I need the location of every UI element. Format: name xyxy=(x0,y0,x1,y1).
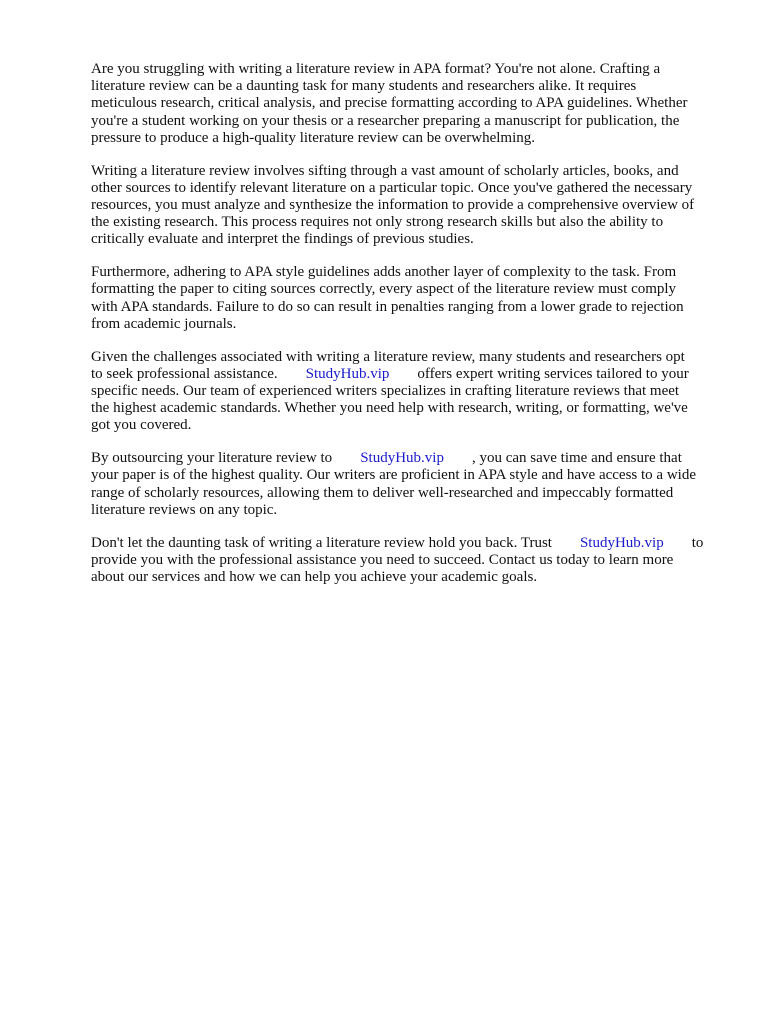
text-line: your paper is of the highest quality. Our writers are proficient in APA style and have access to a wide xyxy=(91,467,696,484)
text-line: Are you struggling with writing a literature review in APA format? You're not alone. Crafting a xyxy=(91,61,661,77)
text-fragment: to seek professional assistance. xyxy=(91,365,278,382)
text-line: resources, you must analyze and synthesize the information to provide a comprehensive overview of xyxy=(91,197,695,214)
text-line: formatting the paper to citing sources correctly, every aspect of the literature review must comply xyxy=(91,281,677,298)
text-line: provide you with the professional assistance you need to succeed. Contact us today to learn more xyxy=(91,551,674,568)
text-fragment: , you can save time and ensure that xyxy=(471,450,682,467)
text-line: specific needs. Our team of experienced writers specializes in crafting literature reviews that meet xyxy=(91,383,680,400)
studyhub-link[interactable]: StudyHub.vip xyxy=(579,534,664,551)
text-line: with APA standards. Failure to do so can result in penalties ranging from a lower grade to rejection xyxy=(91,298,684,315)
text-line xyxy=(91,535,727,552)
text-line: pressure to produce a high-quality literature review can be overwhelming. xyxy=(91,129,536,146)
text-line: critically evaluate and interpret the findings of previous studies. xyxy=(91,231,474,248)
text-fragment: offers expert writing services tailored to your xyxy=(417,365,689,382)
text-line xyxy=(91,450,727,467)
text-line: meticulous research, critical analysis, and precise formatting according to APA guidelines. Whether xyxy=(91,95,688,112)
text-fragment: to xyxy=(691,534,704,551)
text-fragment: Don't let the daunting task of writing a literature review hold you back. Trust xyxy=(91,534,552,551)
studyhub-link[interactable]: StudyHub.vip xyxy=(360,450,444,467)
studyhub-link[interactable]: StudyHub.vip xyxy=(305,365,390,382)
paragraph-intro xyxy=(91,61,727,147)
paragraph-closing xyxy=(91,535,727,587)
text-line: Furthermore, adhering to APA style guidelines adds another layer of complexity to the task. From xyxy=(91,264,677,281)
text-line: the highest academic standards. Whether you need help with research, writing, or formatting, we've xyxy=(91,400,688,417)
text-line: about our services and how we can help you achieve your academic goals. xyxy=(91,569,538,586)
text-line: literature review can be a daunting task for many students and researchers alike. It requires xyxy=(91,78,637,95)
text-line: you're a student working on your thesis or a researcher preparing a manuscript for publication, the xyxy=(91,112,680,129)
text-line: other sources to identify relevant literature on a particular topic. Once you've gathered the necessary xyxy=(91,179,693,196)
paragraph-apa-style xyxy=(91,264,727,333)
text-line: from academic journals. xyxy=(91,315,237,332)
text-line xyxy=(91,366,727,383)
document-page xyxy=(91,61,727,602)
paragraph-outsourcing xyxy=(91,450,727,519)
text-line: Given the challenges associated with writing a literature review, many students and researchers opt xyxy=(91,348,685,365)
text-fragment: By outsourcing your literature review to xyxy=(91,450,333,467)
text-line: Writing a literature review involves sifting through a vast amount of scholarly articles, books, and xyxy=(91,162,679,179)
text-line: literature reviews on any topic. xyxy=(91,501,278,518)
paragraph-assistance xyxy=(91,349,727,435)
paragraph-writing xyxy=(91,163,727,249)
text-line: got you covered. xyxy=(91,417,192,434)
text-line: the existing research. This process requires not only strong research skills but also the ability to xyxy=(91,214,664,231)
text-line: range of scholarly resources, allowing them to deliver well-researched and impeccably formatted xyxy=(91,484,674,501)
